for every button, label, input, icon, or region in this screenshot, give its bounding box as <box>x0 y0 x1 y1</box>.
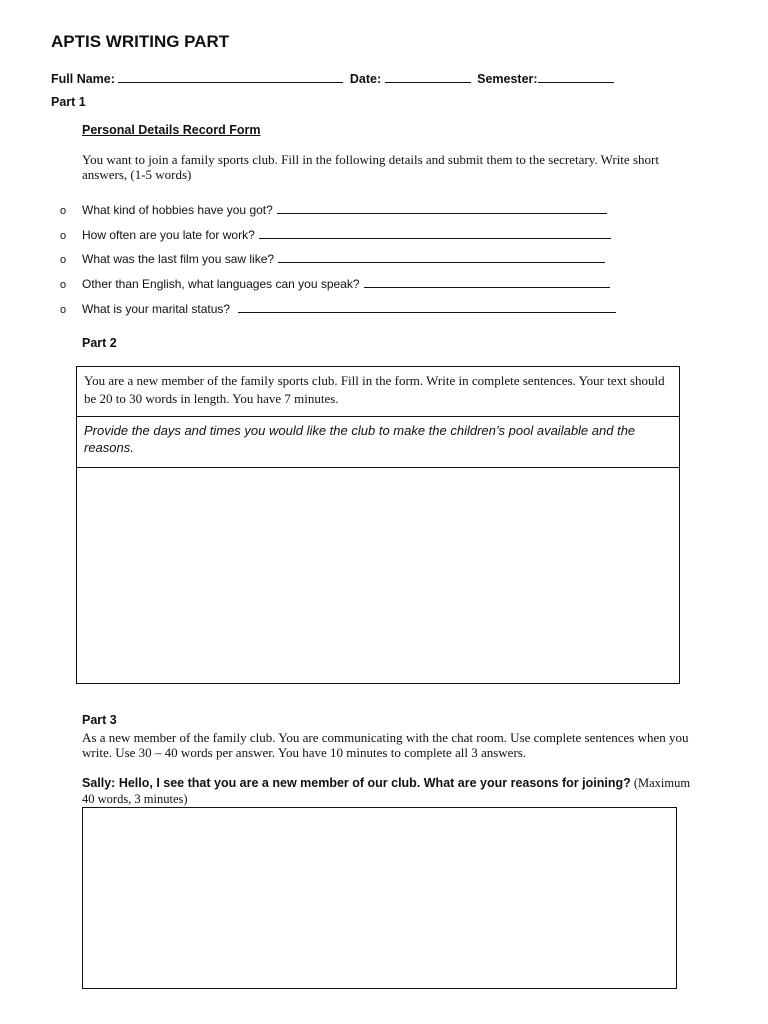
bullet-icon: o <box>60 279 67 291</box>
question-item <box>60 276 610 291</box>
answer-line[interactable] <box>259 227 611 239</box>
answer-line[interactable] <box>364 276 610 288</box>
question-text: What is your marital status? <box>82 302 231 316</box>
part3-label: Part 3 <box>82 713 117 727</box>
form-title: Personal Details Record Form <box>82 123 261 137</box>
bullet-icon: o <box>60 254 67 266</box>
question-text: Other than English, what languages can you speak? <box>82 277 360 291</box>
date-label: Date: <box>349 72 382 86</box>
date-field[interactable] <box>385 70 471 83</box>
part3-instructions: As a new member of the family club. You are communicating with the chat room. Use complete sentences when you write. Use 30 – 40 words per answer. You have 10 minutes to complete all 3 answers. <box>82 730 689 760</box>
question-text: How often are you late for work? <box>82 228 255 242</box>
question-text: What kind of hobbies have you got? <box>82 203 273 217</box>
chat-question <box>82 775 702 807</box>
answer-line[interactable] <box>277 202 607 214</box>
question-item <box>60 202 607 217</box>
semester-label: Semester: <box>477 72 538 86</box>
bullet-icon: o <box>60 230 67 242</box>
question-item <box>60 251 605 266</box>
semester-field[interactable] <box>538 70 614 83</box>
student-info-row <box>51 70 617 86</box>
part2-label: Part 2 <box>82 336 117 350</box>
question-item <box>60 227 611 242</box>
part1-instructions: You want to join a family sports club. Fill in the following details and submit them to the secretary. Write short answers, (1-5 words) <box>82 152 659 182</box>
answer-line[interactable] <box>238 301 616 313</box>
part2-answer-area[interactable] <box>77 468 679 683</box>
bullet-icon: o <box>60 205 67 217</box>
chat-question-text: Sally: Hello, I see that you are a new member of our club. What are your reasons for joining? <box>82 776 631 790</box>
part1-label: Part 1 <box>51 95 86 109</box>
part2-instructions: You are a new member of the family sports club. Fill in the form. Write in complete sentences. Your text should be 20 to 30 words in length. You have 7 minutes. <box>77 367 679 417</box>
part3-answer-box[interactable] <box>82 807 677 989</box>
chat-question-note: (Maximum 40 words, 3 minutes) <box>82 776 691 806</box>
question-item <box>60 301 616 316</box>
answer-line[interactable] <box>278 251 605 263</box>
part2-prompt: Provide the days and times you would like the club to make the children’s pool available and the reasons. <box>77 417 679 468</box>
question-text: What was the last film you saw like? <box>82 252 275 266</box>
bullet-icon: o <box>60 304 67 316</box>
full-name-field[interactable] <box>118 70 343 83</box>
part2-form-box <box>76 366 680 684</box>
full-name-label: Full Name: <box>51 72 115 86</box>
page-title: APTIS WRITING PART <box>51 32 230 51</box>
